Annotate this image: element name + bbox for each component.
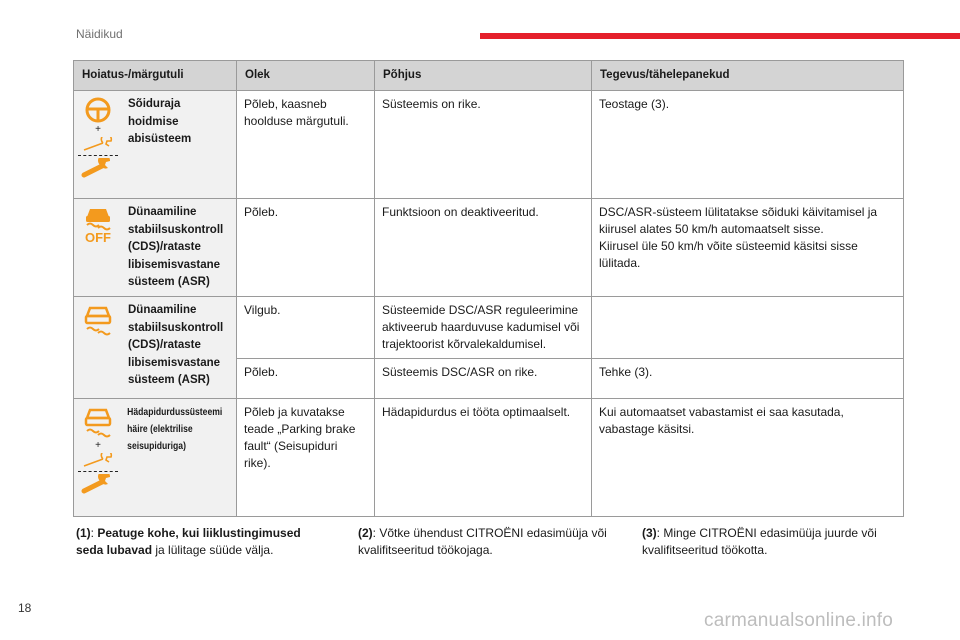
action-cell (592, 297, 904, 359)
divider-dashed (78, 471, 118, 472)
wrench-solid-icon (81, 158, 115, 178)
table-header-row (74, 61, 904, 91)
lamp-name: Dünaamiline stabiilsuskontroll (CDS)/rataste libisemisvastane süsteem (ASR) (128, 304, 224, 386)
footnote-3 (642, 525, 904, 559)
state-cell: Põleb. (237, 199, 375, 297)
warning-lamps-table (73, 60, 904, 517)
table-row (74, 91, 904, 199)
dsc-icon (81, 405, 115, 439)
page-number: 18 (18, 601, 32, 615)
state-cell: Põleb, kaasneb hoolduse märgutuli. (237, 91, 375, 199)
table-row (74, 399, 904, 517)
section-title: Näidikud (76, 27, 123, 41)
table-row (74, 297, 904, 359)
footnote-ref: (1) (76, 526, 91, 540)
wrench-solid-icon (81, 474, 115, 494)
plus-sign: + (95, 124, 101, 135)
cause-cell: Funktsioon on deaktiveeritud. (375, 199, 592, 297)
table-row (74, 199, 904, 297)
header-cell-lamp: Hoiatus-/märgutuli (74, 61, 237, 91)
header-cell-action: Tegevus/tähelepanekud (592, 61, 904, 91)
lane-keeping-icon (82, 97, 114, 123)
cause-cell: Süsteemis DSC/ASR on rike. (375, 359, 592, 399)
plus-sign: + (95, 440, 101, 451)
wrench-outline-icon (81, 137, 115, 153)
off-label: OFF (85, 230, 111, 245)
wrench-outline-icon (81, 453, 115, 469)
lamp-name: Sõiduraja hoidmise abisüsteem (128, 98, 192, 145)
footnote-ref: (2) (358, 526, 373, 540)
dsc-off-icon (81, 205, 115, 231)
state-cell: Vilgub. (237, 297, 375, 359)
cause-cell: Süsteemis on rike. (375, 91, 592, 199)
divider-dashed (78, 155, 118, 156)
footnote-2 (358, 525, 618, 559)
action-cell: Tehke (3). (592, 359, 904, 399)
footnote-text: ja lülitage süüde välja. (152, 543, 274, 557)
action-cell: Teostage (3). (592, 91, 904, 199)
header-cell-state: Olek (237, 61, 375, 91)
watermark: carmanualsonline.info (704, 610, 894, 631)
cause-cell: Süsteemide DSC/ASR reguleerimine aktiveerub haarduvuse kadumisel või trajektoorist kõrvalekaldumisel. (375, 297, 592, 359)
lamp-cell (74, 297, 237, 399)
action-cell: Kui automaatset vabastamist ei saa kasutada, vabastage käsitsi. (592, 399, 904, 517)
action-cell: DSC/ASR-süsteem lülitatakse sõiduki käivitamisel ja kiirusel alates 50 km/h automaatselt sisse. Kiirusel üle 50 km/h võite süsteemid käsitsi sisse lülitada. (592, 199, 904, 297)
footnote-1: (1): Peatuge kohe, kui liiklustingimused seda lubavad ja lülitage süüde välja. (76, 526, 301, 557)
dsc-icon (81, 303, 115, 337)
footnote-ref: (3) (642, 526, 657, 540)
lamp-cell (74, 91, 237, 199)
lamp-cell (74, 399, 237, 517)
footnote-text: : Võtke ühendust CITROËNI edasimüüja või kvalifitseeritud töökojaga. (358, 526, 607, 557)
footnote-text: : Minge CITROËNI edasimüüja juurde või kvalifitseeritud töökotta. (642, 526, 877, 557)
cause-cell: Hädapidurdus ei tööta optimaalselt. (375, 399, 592, 517)
header-cell-cause: Põhjus (375, 61, 592, 91)
header-accent-bar (480, 33, 960, 39)
footnote-emphasis: Peatuge kohe, kui liiklustingimused seda lubavad (76, 526, 301, 557)
lamp-name: Dünaamiline stabiilsuskontroll (CDS)/rataste libisemisvastane süsteem (ASR) (128, 206, 224, 288)
state-cell: Põleb. (237, 359, 375, 399)
lamp-name: Hädapidurdussüsteemi häire (elektrilise seisupiduriga) (127, 407, 223, 452)
lamp-cell (74, 199, 237, 297)
state-cell: Põleb ja kuvatakse teade „Parking brake fault“ (Seisupiduri rike). (237, 399, 375, 517)
